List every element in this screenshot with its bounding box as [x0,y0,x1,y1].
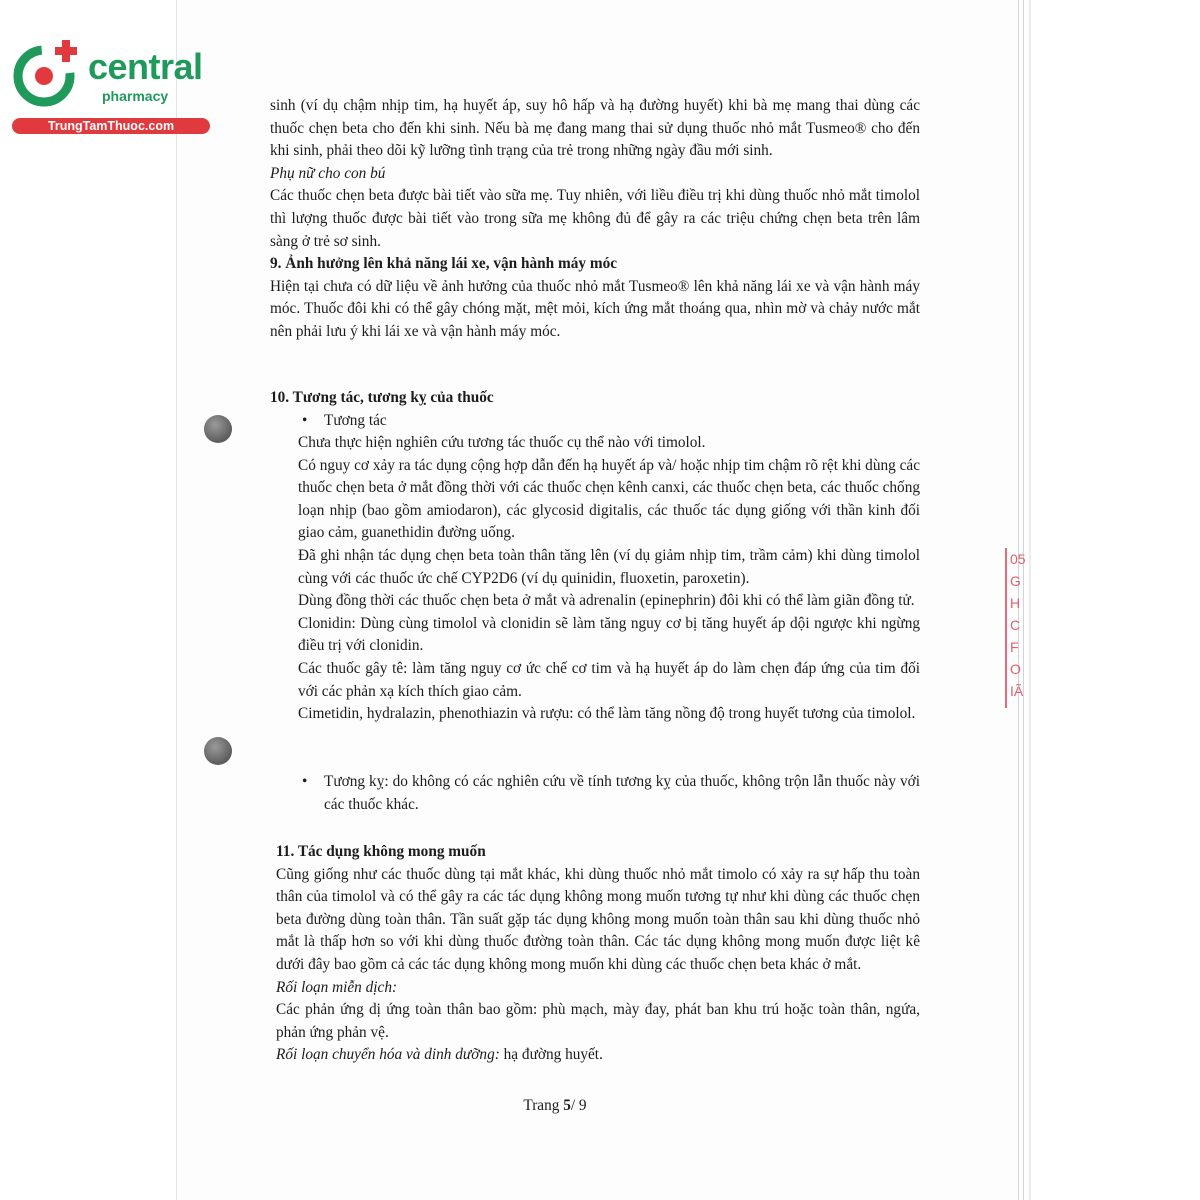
section-9-heading: 9. Ảnh hưởng lên khả năng lái xe, vận hành máy móc [270,255,618,273]
stamp-text: O [1010,661,1021,677]
page-number [0,1097,1110,1115]
logo-website: TrungTamThuoc.com [12,118,210,134]
logo-wordmark: central [88,46,203,87]
paragraph: Cũng giống như các thuốc dùng tại mắt khác, khi dùng thuốc nhỏ mắt timolo có xảy ra sự hấp thu toàn thân của timolol và có thể gây ra các tác dụng không mong muốn tương tự như khi dùng các thuốc chẹn beta đường dùng toàn thân. Tần suất gặp tác dụng không mong muốn toàn thân sau khi dùng thuốc nhỏ mắt là thấp hơn so với khi dùng thuốc đường toàn thân. Các tác dụng không mong muốn được liệt kê dưới đây bao gồm cả các tác dụng không mong muốn khi dùng các thuốc chẹn beta khác ở mắt. [276,865,920,973]
punch-hole [204,415,232,443]
page-total: / 9 [570,1097,587,1114]
stamp-text: IÃ [1010,683,1024,699]
paragraph: Các phản ứng dị ứng toàn thân bao gồm: phù mạch, mày đay, phát ban khu trú hoặc toàn thân, ngứa, phản ứng phản vệ. [276,1001,920,1041]
section-10-heading [270,387,920,410]
text-block-pregnancy [270,95,920,344]
central-pharmacy-logo [10,38,215,138]
paragraph: Clonidin: Dùng cùng timolol và clonidin sẽ làm tăng nguy cơ bị tăng huyết áp dội ngược khi ngừng điều trị với clonidin. [298,614,920,655]
section-10-body [298,432,920,726]
metabolism-text: hạ đường huyết. [499,1046,603,1064]
page-current: 5 [563,1097,571,1114]
stamp-fragment [1005,548,1029,708]
paragraph-metabolism [276,1044,920,1067]
logo-subtitle: pharmacy [102,88,169,104]
page-prefix: Trang [523,1097,564,1114]
paragraph: Có nguy cơ xảy ra tác dụng cộng hợp dẫn đến hạ huyết áp và/ hoặc nhịp tim chậm rõ rệt khi dùng các thuốc chẹn beta ở mắt đồng thời với các thuốc chẹn kênh canxi, các thuốc chẹn beta, các thuốc chống loạn nhịp (bao gồm amiodaron), các glycosid digitalis, các thuốc tác dụng giống với thần kinh đối giao cảm, guanethidin đường uống. [298,456,920,542]
paragraph: sinh (ví dụ chậm nhịp tim, hạ huyết áp, suy hô hấp và hạ đường huyết) khi bà mẹ mang thai dùng các thuốc chẹn beta cho đến khi sinh. Nếu bà mẹ đang mang thai sử dụng thuốc nhỏ mắt Tusmeo® cho đến khi sinh, phải theo dõi kỹ lưỡng tình trạng của trẻ trong những ngày đầu mới sinh. [270,97,920,160]
paragraph: Đã ghi nhận tác dụng chẹn beta toàn thân tăng lên (ví dụ giảm nhịp tim, trầm cảm) khi dùng timolol cùng với các thuốc ức chế CYP2D6 (ví dụ quinidin, fluoxetin, paroxetin). [298,546,920,587]
subheading-metabolism: Rối loạn chuyển hóa và dinh dưỡng: [276,1046,500,1064]
punch-hole [204,737,232,765]
paragraph: Dùng đồng thời các thuốc chẹn beta ở mắt và adrenalin (epinephrin) đôi khi có thể làm giãn đồng tử. [298,592,915,610]
stamp-text: C F [1010,617,1021,655]
section-heading-text: 10. Tương tác, tương kỵ của thuốc [270,389,494,406]
stamp-text: G [1010,573,1021,589]
paragraph: Chưa thực hiện nghiên cứu tương tác thuốc cụ thể nào với timolol. [298,434,706,451]
section-11 [276,841,920,1067]
subheading-breastfeeding: Phụ nữ cho con bú [270,164,386,182]
pharmacy-cross-icon [12,38,84,110]
paragraph: Các thuốc chẹn beta được bài tiết vào sữa mẹ. Tuy nhiên, với liều điều trị khi dùng thuốc nhỏ mắt timolol thì lượng thuốc được bài tiết vào trong sữa mẹ không đủ để gây ra các triệu chứng chẹn beta trên lâm sàng ở trẻ sơ sinh. [270,187,920,250]
paragraph: Cimetidin, hydralazin, phenothiazin và rượu: có thể làm tăng nồng độ trong huyết tương của timolol. [298,705,916,723]
paragraph: Hiện tại chưa có dữ liệu về ảnh hưởng của thuốc nhỏ mắt Tusmeo® lên khả năng lái xe và vận hành máy móc. Thuốc đôi khi có thể gây chóng mặt, mệt mỏi, kích ứng mắt thoáng qua, nhìn mờ và chảy nước mắt nên phải lưu ý khi lái xe và vận hành máy móc. [270,277,920,340]
bullet-item: • Tương tác [298,410,920,433]
subheading-immune: Rối loạn miễn dịch: [276,978,398,996]
section-11-heading: 11. Tác dụng không mong muốn [276,843,486,860]
stamp-text: 05 [1010,551,1026,567]
section-10-bullet-interactions [298,410,920,433]
paragraph: Các thuốc gây tê: làm tăng nguy cơ ức chế cơ tim và hạ huyết áp do làm chẹn đáp ứng của tim đối với các phản xạ kích thích giao cảm. [298,659,920,700]
section-10-bullet-incompatibility [298,771,920,816]
bullet-item: • Tương kỵ: do không có các nghiên cứu về tính tương kỵ của thuốc, không trộn lẫn thuốc này với các thuốc khác. [298,771,920,816]
stamp-text: H [1010,595,1021,611]
